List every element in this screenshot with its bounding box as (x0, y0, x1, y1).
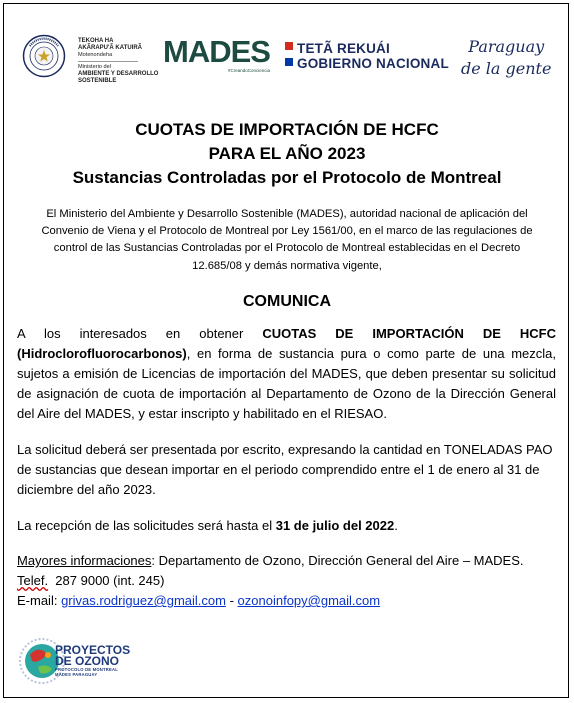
paragraph-3 (17, 516, 556, 536)
contact-line (17, 551, 556, 571)
phone-value: 287 9000 (int. 245) (48, 573, 165, 588)
title-line1: CUOTAS DE IMPORTACIÓN DE HCFC (135, 120, 439, 139)
paraguay-line2: de la gente (461, 59, 552, 78)
phone-label: Telef. (17, 573, 49, 588)
gobierno-nacional-logo (297, 41, 449, 71)
paraguay-de-la-gente-logo (461, 36, 551, 80)
ministry-line2: AMBIENTE Y DESARROLLO (78, 71, 159, 77)
p1-bold: CUOTAS DE IMPORTACIÓN DE HCFC (Hidroclorofluorocarbonos) (17, 326, 556, 361)
title-line2: PARA EL AÑO 2023 (208, 144, 366, 163)
mades-tagline: #CreandoConciencia (228, 68, 271, 73)
p1-text-a: A los interesados en obtener (17, 326, 263, 341)
ozono-line4: MADES PARAGUAY (55, 672, 98, 677)
document-title (0, 118, 574, 190)
email-label: E-mail: (17, 593, 62, 608)
intro-paragraph: El Ministerio del Ambiente y Desarrollo Sostenible (MADES), autoridad nacional de aplicación del Convenio de Viena y el Protocolo de Montreal por Ley 1561/00, en el marco de las regulaciones de control de las Sustancias Controladas por el Protocolo de Montreal establecidas en el Decreto 12.685/08 y demás normativa vigente, (41, 208, 533, 272)
mades-logo: MADES (163, 34, 270, 69)
contact-block (17, 551, 556, 611)
comunica-heading: COMUNICA (243, 293, 331, 310)
tekoha-line1: TEKOHA HA (78, 38, 114, 44)
email-link-1[interactable]: grivas.rodriguez@gmail.com (61, 593, 226, 608)
national-seal-icon (22, 34, 66, 78)
paraguay-line1: Paraguay (468, 37, 545, 56)
ministry-line1: Ministerio del (78, 64, 111, 70)
ministry-line3: SOSTENIBLE (78, 78, 117, 84)
ozono-line1: PROYECTOS (55, 643, 131, 657)
ozono-line3: PROTOCOLO DE MONTREAL (55, 667, 118, 672)
deadline-date: 31 de julio del 2022 (275, 518, 395, 533)
ozono-line2: DE OZONO (55, 654, 120, 668)
paragraph-2: La solicitud deberá ser presentada por escrito, expresando la cantidad en TONELADAS PAO de sustancias que desean importar en el periodo comprendido entre el 1 de enero al 31 de diciembre del año 2023. (17, 442, 553, 497)
p3-text-c: . (394, 518, 398, 533)
tekoha-line2: AKÃRAPU'Ã KATUIRÃ (78, 45, 142, 51)
proyectos-ozono-logo (55, 645, 130, 677)
contact-text: : Departamento de Ozono, Dirección General del Aire – MADES. (151, 553, 524, 568)
p1-text-c: , en forma de sustancia pura o como parte de una mezcla, sujetos a emisión de Licencias de importación del MADES, que deben presentar su solicitud de asignación de cuota de importación al Departamento de Ozono de la Dirección General del Aire del MADES, y estar inscripto y habilitado en el RIESAO. (17, 346, 556, 421)
email-line (17, 591, 556, 611)
flag-icon (285, 42, 293, 66)
email-link-2[interactable]: ozonoinfopy@gmail.com (237, 593, 381, 608)
email-separator: - (225, 593, 238, 608)
title-line3: Sustancias Controladas por el Protocolo de Montreal (72, 168, 502, 187)
phone-line (17, 571, 556, 591)
p3-text-a: La recepción de las solicitudes será hasta el (17, 518, 276, 533)
gob-line1: TETÃ REKUÁI (297, 41, 390, 56)
ministry-text-logo (78, 38, 158, 85)
paragraph-1 (17, 324, 556, 424)
logo-divider (78, 61, 138, 62)
gob-line2: GOBIERNO NACIONAL (297, 56, 449, 71)
contact-label: Mayores informaciones (17, 553, 152, 568)
tekoha-line3: Motenondeha (78, 52, 113, 58)
